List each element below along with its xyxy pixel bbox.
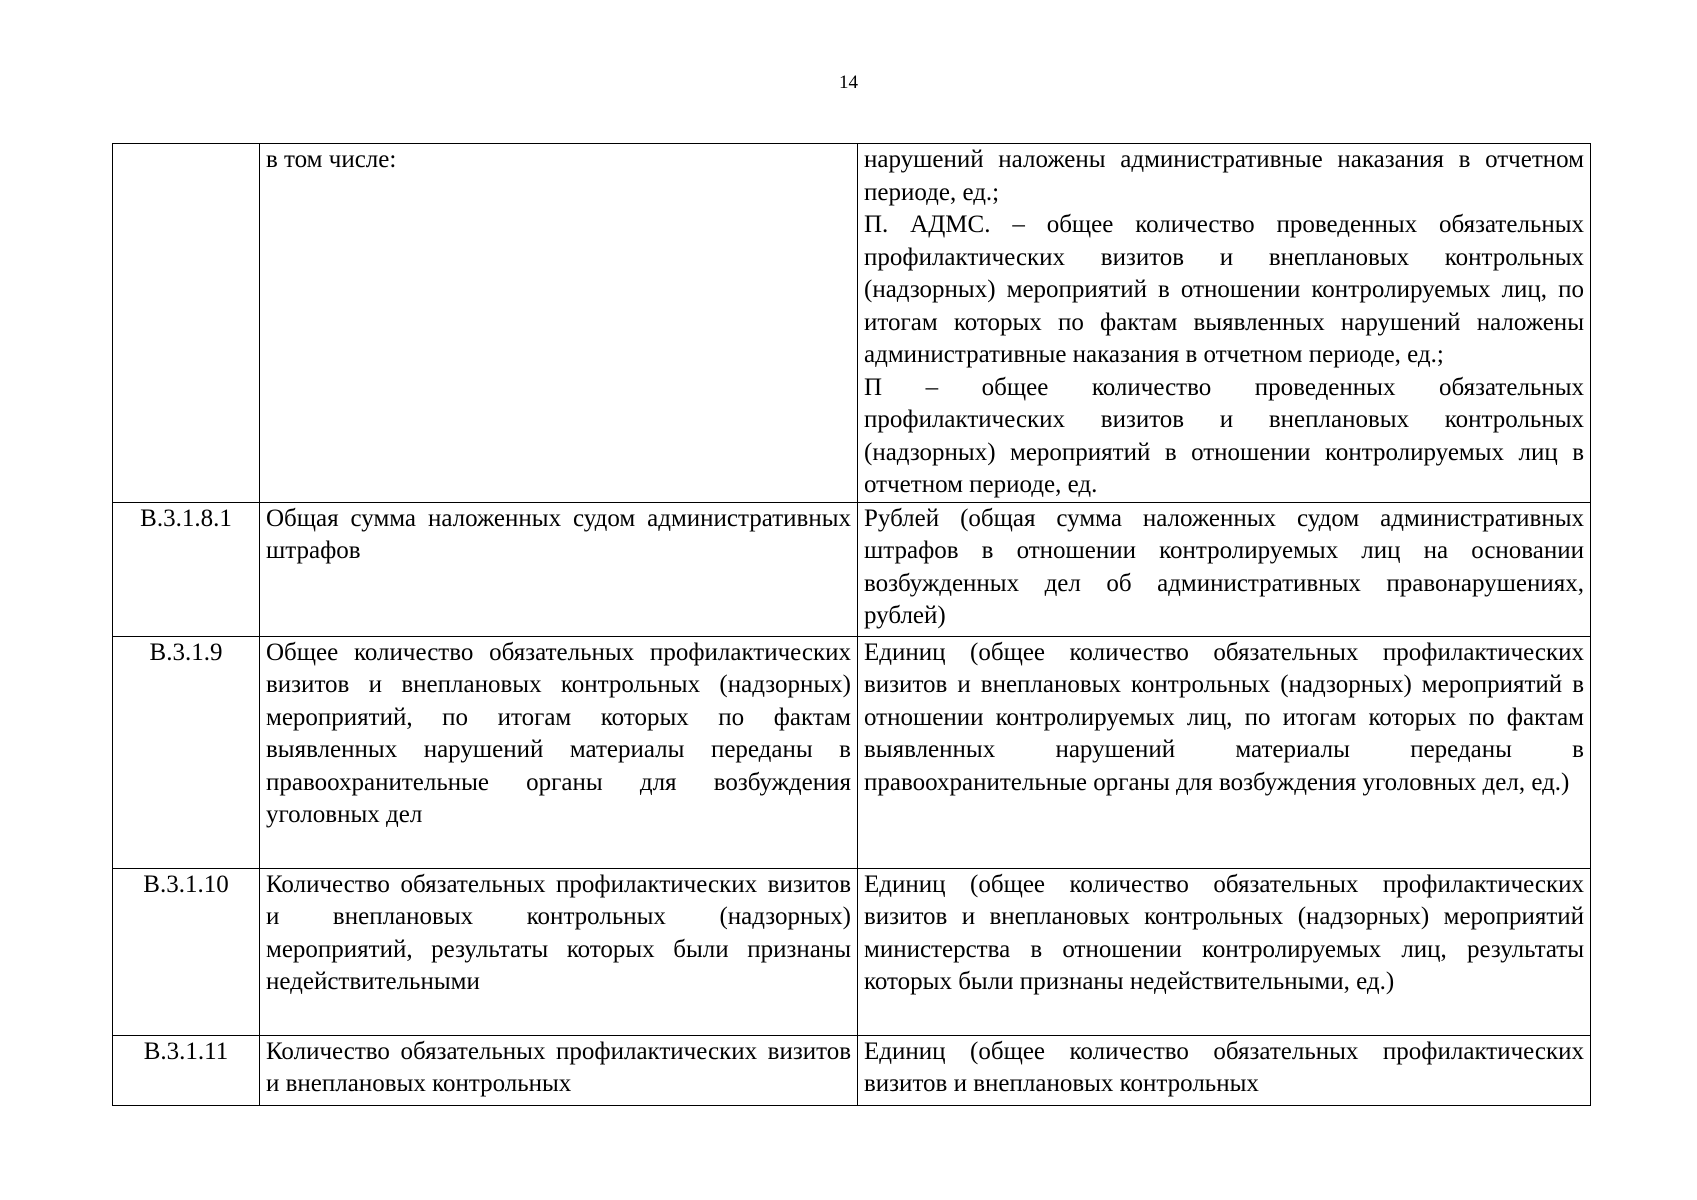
indicator-name-text: Общая сумма наложенных судом административных штрафов [266, 504, 851, 564]
description-paragraph: П – общее количество проведенных обязательных профилактических визитов и внеплановых контрольных (надзорных) мероприятий в отношении контролируемых лиц в отчетном периоде, ед. [864, 373, 1584, 498]
indicator-description [858, 144, 1591, 503]
description-paragraph: Единиц (общее количество обязательных профилактических визитов и внеплановых контрольных (надзорных) мероприятий министерства в отношении контролируемых лиц, результаты которых были признаны недействительными, ед.) [864, 870, 1584, 995]
indicator-name [260, 636, 858, 868]
indicator-description [858, 1035, 1591, 1105]
description-paragraph: Единиц (общее количество обязательных профилактических визитов и внеплановых контрольных [864, 1037, 1584, 1097]
indicator-name [260, 502, 858, 636]
indicator-code: В.3.1.11 [113, 1035, 260, 1105]
description-paragraph: Рублей (общая сумма наложенных судом административных штрафов в отношении контролируемых лиц на основании возбужденных дел об административных правонарушениях, рублей) [864, 504, 1584, 629]
description-paragraph: П. АДМС. – общее количество проведенных обязательных профилактических визитов и внеплановых контрольных (надзорных) мероприятий в отношении контролируемых лиц, по итогам которых по фактам выявленных нарушений наложены административные наказания в отчетном периоде, ед.; [864, 211, 1584, 368]
page-number: 14 [839, 72, 858, 93]
indicator-name-text: Общее количество обязательных профилактических визитов и внеплановых контрольных (надзорных) мероприятий, по итогам которых по фактам выявленных нарушений материалы переданы в правоохранительные органы для возбуждения уголовных дел [266, 638, 851, 828]
table-row [113, 868, 1591, 1035]
indicator-name [260, 868, 858, 1035]
indicator-description [858, 868, 1591, 1035]
indicator-code [113, 144, 260, 503]
indicator-name-text: в том числе: [266, 146, 397, 173]
description-paragraph: Единиц (общее количество обязательных профилактических визитов и внеплановых контрольных (надзорных) мероприятий в отношении контролируемых лиц, по итогам которых по фактам выявленных нарушений материалы переданы в правоохранительные органы для возбуждения уголовных дел, ед.) [864, 638, 1584, 796]
indicator-name [260, 144, 858, 503]
indicator-name [260, 1035, 858, 1105]
table-row [113, 1035, 1591, 1105]
table-row [113, 636, 1591, 868]
indicator-code: В.3.1.10 [113, 868, 260, 1035]
indicator-code: В.3.1.8.1 [113, 502, 260, 636]
description-paragraph: нарушений наложены административные наказания в отчетном периоде, ед.; [864, 146, 1584, 206]
indicator-code: В.3.1.9 [113, 636, 260, 868]
indicator-name-text: Количество обязательных профилактических визитов и внеплановых контрольных [266, 1037, 851, 1097]
indicator-description [858, 636, 1591, 868]
indicator-name-text: Количество обязательных профилактических визитов и внеплановых контрольных (надзорных) мероприятий, результаты которых были признаны недействительными [266, 870, 851, 995]
indicator-description [858, 502, 1591, 636]
table-row [113, 502, 1591, 636]
table-row [113, 144, 1591, 503]
indicators-table [112, 143, 1591, 1106]
